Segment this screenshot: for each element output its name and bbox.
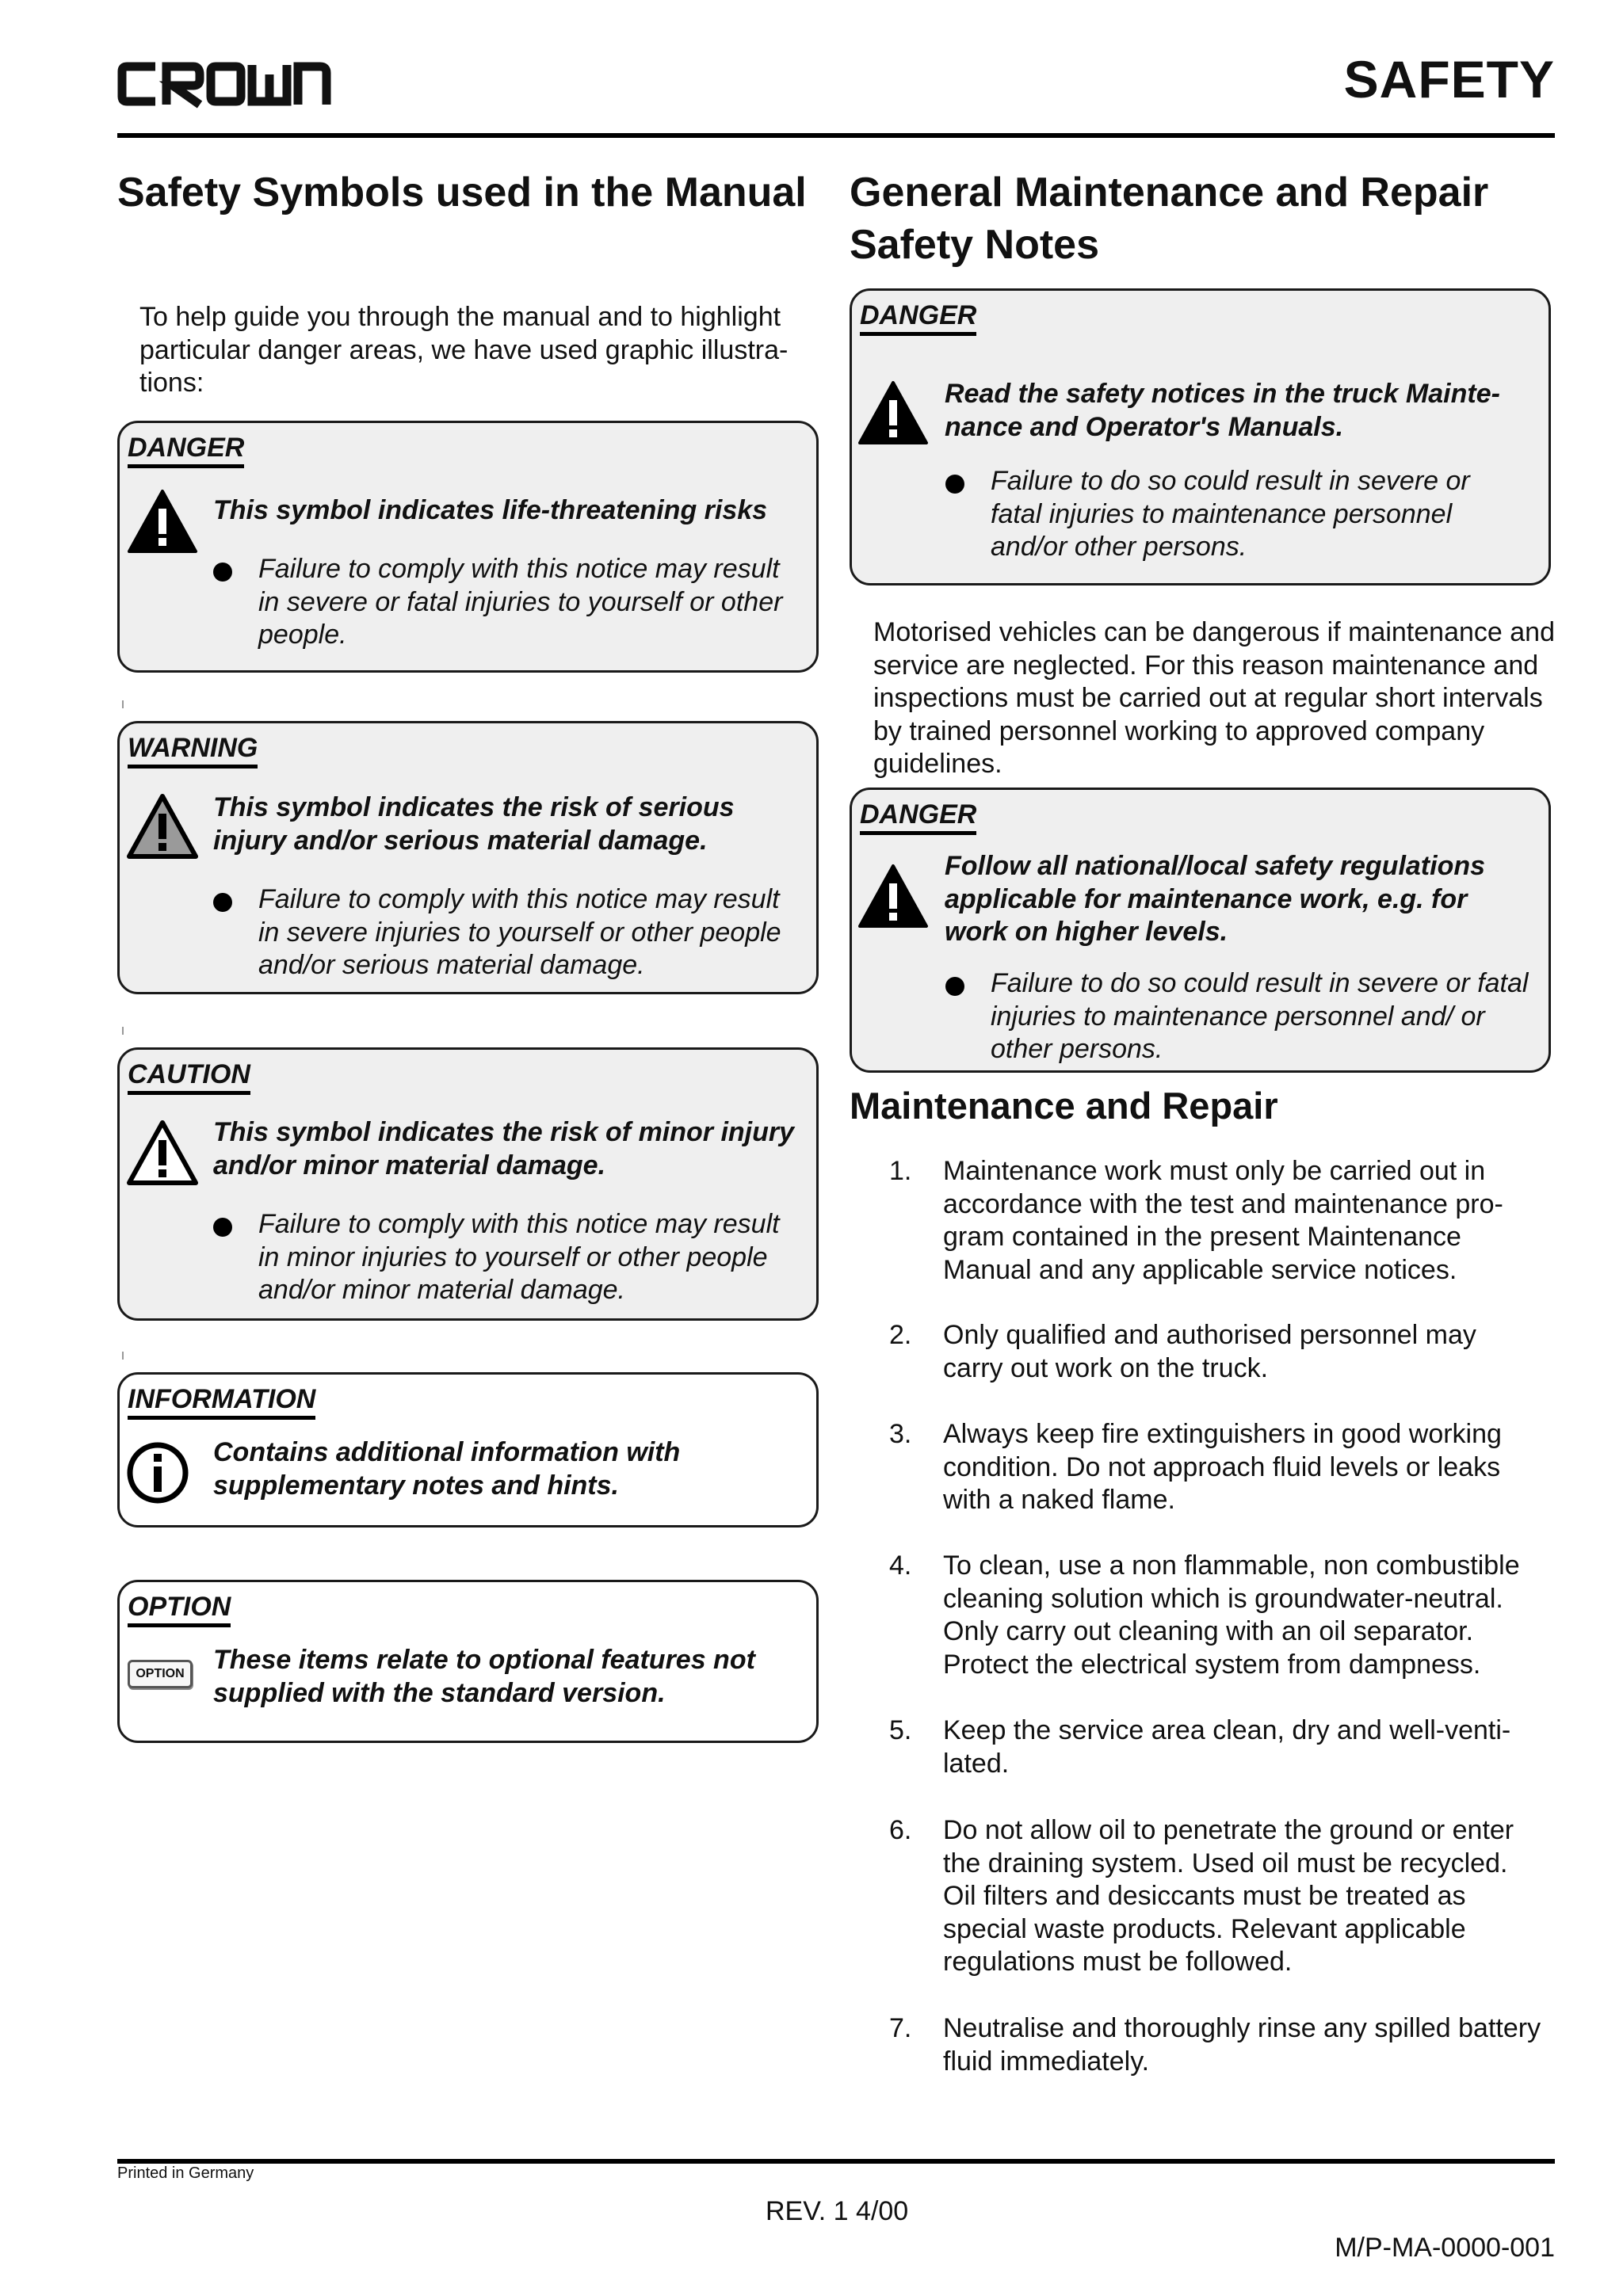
warning-triangle-grey-icon xyxy=(126,793,199,860)
box-label: DANGER xyxy=(860,799,976,835)
bullet-dot xyxy=(213,563,232,582)
list-item: Keep the service area clean, dry and well-venti-lated. xyxy=(943,1715,1511,1779)
box-heading: Read the safety notices in the truck Mainte-nance and Operator's Manuals. xyxy=(945,379,1500,442)
warning-triangle-outline-icon xyxy=(126,1119,199,1186)
list-number: 4. xyxy=(889,1550,912,1581)
bullet-dot xyxy=(945,475,964,494)
margin-mark xyxy=(122,1027,124,1035)
intro-paragraph: To help guide you through the manual and to highlight particular danger areas, we have used graphic illustra-tions: xyxy=(139,302,789,398)
crown-logo xyxy=(117,59,331,109)
list-number: 1. xyxy=(889,1156,912,1186)
list-item: Neutralise and thoroughly rinse any spilled battery fluid immediately. xyxy=(943,2013,1541,2077)
warning-triangle-icon xyxy=(126,488,199,555)
margin-mark xyxy=(122,700,124,708)
box-heading: This symbol indicates the risk of minor injury and/or minor material damage. xyxy=(213,1117,795,1180)
revision: REV. 1 4/00 xyxy=(766,2196,909,2226)
box-label: DANGER xyxy=(128,433,244,468)
box-bullet-text: Failure to comply with this notice may result in severe injuries to yourself or other people and/or serious material damage. xyxy=(258,884,781,980)
box-bullet-text: Failure to do so could result in severe or fatal injuries to maintenance personnel and/ or other persons. xyxy=(991,968,1529,1064)
list-number: 3. xyxy=(889,1419,912,1449)
bullet-dot xyxy=(945,977,964,996)
maintenance-paragraph: Motorised vehicles can be dangerous if maintenance and service are neglected. For this reason maintenance and inspections must be carried out at regular short intervals by trained personnel working to approved company guidelines. xyxy=(873,617,1555,779)
bullet-dot xyxy=(213,1218,232,1237)
list-item: To clean, use a non flammable, non combustible cleaning solution which is groundwater-neutral. Only carry out cleaning with an oil separator. Protect the electrical system from dampness. xyxy=(943,1550,1520,1680)
box-heading: Contains additional information with supplementary notes and hints. xyxy=(213,1437,681,1501)
box-label: WARNING xyxy=(128,733,258,769)
danger-box-regulations xyxy=(850,788,1551,1073)
box-heading: These items relate to optional features not supplied with the standard version. xyxy=(213,1645,755,1708)
box-heading: Follow all national/local safety regulations applicable for maintenance work, e.g. for work on higher levels. xyxy=(945,851,1486,947)
list-number: 5. xyxy=(889,1715,912,1745)
footer-rule xyxy=(117,2159,1555,2164)
option-box xyxy=(117,1580,819,1743)
box-label: DANGER xyxy=(860,300,976,336)
box-bullet-text: Failure to do so could result in severe or fatal injuries to maintenance personnel and/or other persons. xyxy=(991,466,1470,562)
box-label: INFORMATION xyxy=(128,1384,315,1420)
document-number: M/P-MA-0000-001 xyxy=(1335,2233,1555,2263)
printed-in: Printed in Germany xyxy=(117,2164,254,2182)
list-number: 2. xyxy=(889,1320,912,1350)
box-heading: This symbol indicates life-threatening risks xyxy=(213,495,768,525)
warning-triangle-icon xyxy=(857,863,930,929)
caution-box xyxy=(117,1047,819,1321)
section-title: SAFETY xyxy=(1343,50,1555,109)
header-rule xyxy=(117,133,1555,138)
option-badge-icon: OPTION xyxy=(128,1660,193,1688)
box-bullet-text: Failure to comply with this notice may result in severe or fatal injuries to yourself or other people. xyxy=(258,554,783,650)
box-bullet-text: Failure to comply with this notice may result in minor injuries to yourself or other people and/or minor material damage. xyxy=(258,1209,780,1305)
bullet-dot xyxy=(213,893,232,912)
left-heading: Safety Symbols used in the Manual xyxy=(117,170,807,215)
warning-triangle-icon xyxy=(857,379,930,446)
margin-mark xyxy=(122,1352,124,1360)
information-box xyxy=(117,1372,819,1527)
maintenance-subheading: Maintenance and Repair xyxy=(850,1085,1278,1127)
list-number: 7. xyxy=(889,2013,912,2043)
box-label: CAUTION xyxy=(128,1059,250,1095)
box-heading: This symbol indicates the risk of serious injury and/or serious material damage. xyxy=(213,792,735,856)
box-label: OPTION xyxy=(128,1592,231,1627)
list-item: Only qualified and authorised personnel may carry out work on the truck. xyxy=(943,1320,1476,1383)
list-item: Maintenance work must only be carried out in accordance with the test and maintenance pro-gram contained in the present Maintenance Manual and any applicable service notices. xyxy=(943,1156,1503,1285)
list-item: Always keep fire extinguishers in good working condition. Do not approach fluid levels or leaks with a naked flame. xyxy=(943,1419,1502,1515)
warning-box xyxy=(117,721,819,994)
list-number: 6. xyxy=(889,1815,912,1845)
right-heading: General Maintenance and Repair Safety Notes xyxy=(850,170,1489,268)
list-item: Do not allow oil to penetrate the ground or enter the draining system. Used oil must be recycled. Oil filters and desiccants must be treated as special waste products. Relevant applicable regulations must be followed. xyxy=(943,1815,1514,1977)
danger-box xyxy=(117,421,819,673)
danger-box-maintenance xyxy=(850,288,1551,585)
info-icon xyxy=(126,1441,189,1505)
